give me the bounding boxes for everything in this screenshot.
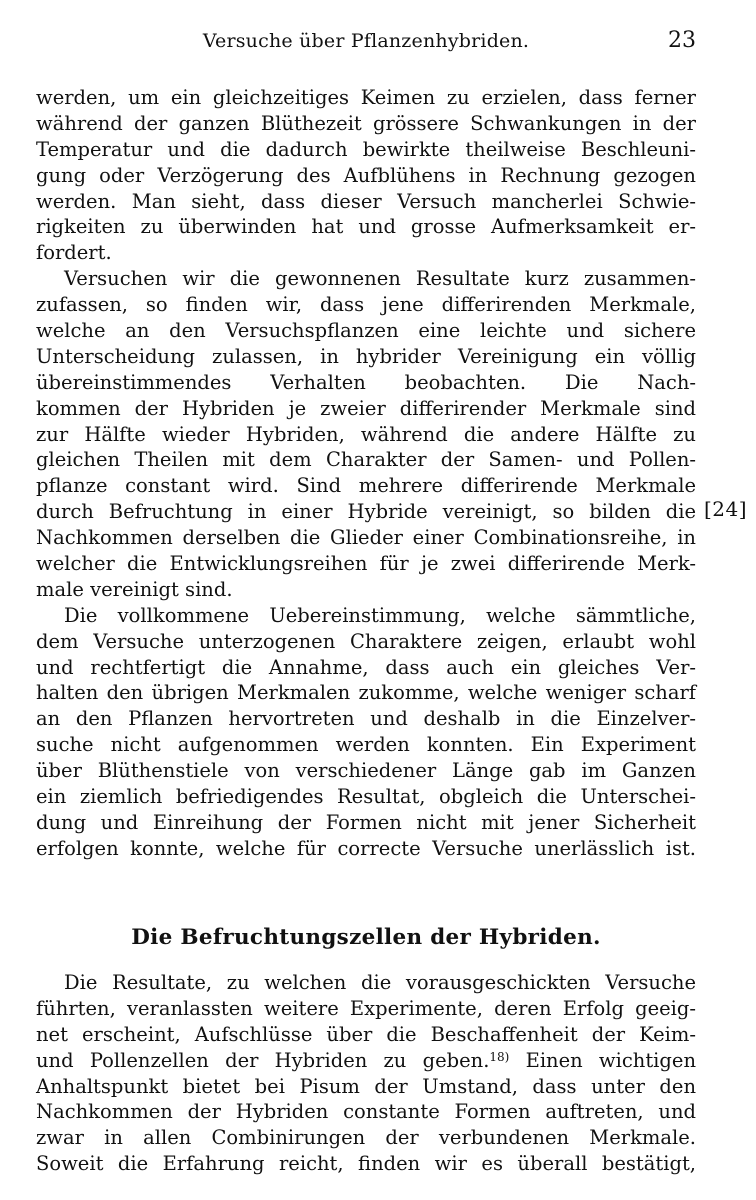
text-line: gleichen Theilen mit dem Charakter der Samen- und Pollen- bbox=[36, 448, 696, 472]
text-line: zur Hälfte wieder Hybriden, während die andere Hälfte zu bbox=[36, 422, 696, 446]
text-line: ein ziemlich befriedigendes Resultat, obgleich die Unterschei- bbox=[36, 785, 696, 809]
text-line: übereinstimmendes Verhalten beobachten. Die Nach- bbox=[36, 370, 696, 394]
text-line: Die vollkommene Uebereinstimmung, welche sämmtliche, bbox=[64, 603, 696, 627]
main-text bbox=[36, 85, 696, 862]
text-line: durch Befruchtung in einer Hybride vereinigt, so bilden die bbox=[36, 500, 696, 524]
footnote-reference[interactable]: 18) bbox=[489, 1049, 510, 1064]
text-line: dung und Einreihung der Formen nicht mit jener Sicherheit bbox=[36, 810, 696, 834]
margin-page-marker: [24] bbox=[704, 497, 748, 521]
text-line: erfolgen konnte, welche für correcte Versuche unerlässlich ist. bbox=[36, 836, 696, 860]
text-line: werden, um ein gleichzeitiges Keimen zu erzielen, dass ferner bbox=[36, 86, 696, 109]
text-line: Temperatur und die dadurch bewirkte theilweise Beschleuni- bbox=[36, 137, 696, 161]
text-segment: Einen wichtigen bbox=[525, 1048, 696, 1072]
text-line: welcher die Entwicklungsreihen für je zwei differirende Merk- bbox=[36, 552, 696, 576]
text-line: welche an den Versuchspflanzen eine leichte und sichere bbox=[36, 319, 696, 343]
page-number: 23 bbox=[668, 28, 696, 53]
text-line: und rechtfertigt die Annahme, dass auch ein gleiches Ver- bbox=[36, 655, 696, 679]
text-line: führten, veranlassten weitere Experimente, deren Erfolg geeig- bbox=[36, 996, 696, 1020]
text-line: fordert. bbox=[36, 241, 112, 265]
text-line: gung oder Verzögerung des Aufblühens in Rechnung gezogen bbox=[36, 163, 696, 187]
text-line: pflanze constant wird. Sind mehrere differirende Merkmale bbox=[36, 474, 696, 498]
text-line: zufassen, so finden wir, dass jene differirenden Merkmale, bbox=[36, 293, 696, 317]
running-title: Versuche über Pflanzenhybriden. bbox=[202, 30, 530, 52]
text-line: Versuchen wir die gewonnenen Resultate kurz zusammen- bbox=[64, 267, 696, 291]
text-line: suche nicht aufgenommen werden konnten. Ein Experiment bbox=[36, 733, 696, 757]
text-line: Nachkommen derselben die Glieder einer Combinationsreihe, in bbox=[36, 526, 696, 550]
section-heading: Die Befruchtungszellen der Hybriden. bbox=[131, 925, 601, 950]
text-line: Unterscheidung zulassen, in hybrider Vereinigung ein völlig bbox=[36, 344, 696, 368]
text-line: Die Resultate, zu welchen die vorausgeschickten Versuche bbox=[64, 971, 696, 994]
text-line: halten den übrigen Merkmalen zukomme, welche weniger scharf bbox=[36, 681, 696, 705]
text-line: kommen der Hybriden je zweier differirender Merkmale sind bbox=[36, 396, 696, 420]
text-line: zwar in allen Combinirungen der verbundenen Merkmale. bbox=[36, 1126, 696, 1150]
text-line: male vereinigt sind. bbox=[36, 577, 233, 601]
text-line: Nachkommen der Hybriden constante Formen auftreten, und bbox=[36, 1100, 696, 1124]
text-line: über Blüthenstiele von verschiedener Länge gab im Ganzen bbox=[36, 759, 696, 783]
text-line: Soweit die Erfahrung reicht, finden wir es überall bestätigt, bbox=[36, 1152, 696, 1176]
text-line: während der ganzen Blüthezeit grössere Schwankungen in der bbox=[36, 111, 696, 135]
text-line: werden. Man sieht, dass dieser Versuch mancherlei Schwie- bbox=[36, 189, 696, 213]
text-line-with-footnote bbox=[36, 1048, 696, 1074]
text-line: Anhaltspunkt bietet bei Pisum der Umstand, dass unter den bbox=[36, 1074, 696, 1098]
text-line: net erscheint, Aufschlüsse über die Beschaffenheit der Keim- bbox=[36, 1022, 696, 1046]
text-line: rigkeiten zu überwinden hat und grosse Aufmerksamkeit er- bbox=[36, 215, 696, 239]
text-line: an den Pflanzen hervortreten und deshalb in die Einzelver- bbox=[36, 707, 696, 731]
text-line: dem Versuche unterzogenen Charaktere zeigen, erlaubt wohl bbox=[36, 629, 696, 653]
page-header bbox=[36, 30, 696, 58]
text-segment: und Pollenzellen der Hybriden zu geben. bbox=[36, 1048, 490, 1072]
section-text bbox=[36, 970, 696, 1177]
